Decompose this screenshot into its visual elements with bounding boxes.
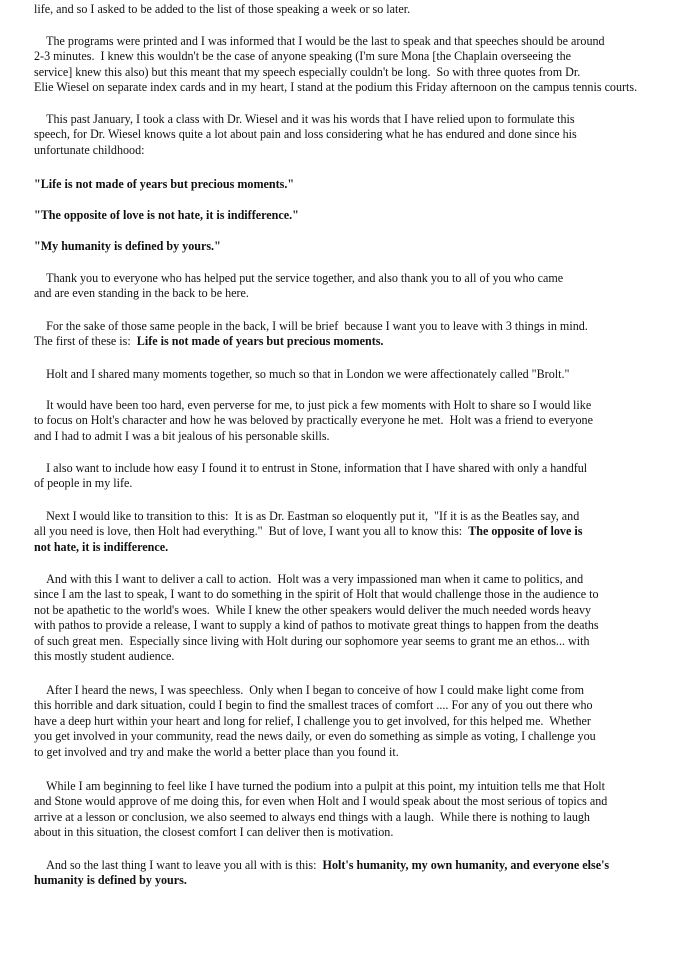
text-line <box>34 618 696 633</box>
text-segment: Next I would like to transition to this: It is as Dr. Eastman so eloquently put it, "If it is as the Beatles say, and <box>34 509 580 523</box>
text-line <box>34 239 696 254</box>
text-segment: and are even standing in the back to be here. <box>34 286 249 301</box>
bold-text: Life is not made of years but precious moments. <box>136 334 384 349</box>
text-line <box>34 208 696 223</box>
text-segment: For the sake of those same people in the back, I will be brief because I want you to leave with 3 things in mind. <box>34 319 588 333</box>
text-line <box>34 603 696 618</box>
text-segment: this horrible and dark situation, could I begin to find the smallest traces of comfort .... For any of you out there who <box>34 698 593 713</box>
text-line <box>34 572 696 587</box>
text-line <box>34 698 696 713</box>
text-line <box>34 271 696 286</box>
paragraph <box>34 2 696 17</box>
text-line <box>34 729 696 744</box>
text-segment: arrive at a lesson or conclusion, we also seemed to always end things with a laugh. While there is nothing to laugh <box>34 809 590 824</box>
text-segment: I also want to include how easy I found it to entrust in Stone, information that I have shared with only a handful <box>34 461 588 475</box>
text-line <box>34 2 696 17</box>
text-segment: The first of these is: <box>34 334 137 349</box>
text-segment: service] knew this also) but this meant that my speech especially couldn't be long. So with three quotes from Dr. <box>34 64 581 79</box>
text-segment: since I am the last to speak, I want to do something in the spirit of Holt that would challenge those in the audience to <box>34 587 599 602</box>
text-line <box>34 398 696 413</box>
text-segment: Elie Wiesel on separate index cards and in my heart, I stand at the podium this Friday afternoon on the campus tennis courts. <box>34 80 638 95</box>
text-segment: Holt and I shared many moments together, so much so that in London we were affectionately called "Brolt." <box>34 367 570 381</box>
paragraph <box>34 461 696 492</box>
text-line <box>34 794 696 809</box>
text-line <box>34 65 696 80</box>
text-segment: all you need is love, then Holt had everything." But of love, I want you all to know this: <box>34 524 469 539</box>
text-line <box>34 49 696 64</box>
paragraph <box>34 177 696 192</box>
text-line <box>34 476 696 491</box>
text-line <box>34 587 696 602</box>
text-segment: with pathos to provide a release, I want to supply a kind of pathos to motivate great things to happen from the deaths <box>34 618 599 633</box>
text-line <box>34 80 696 95</box>
text-line <box>34 334 696 349</box>
paragraph <box>34 858 696 889</box>
text-segment: life, and so I asked to be added to the list of those speaking a week or so later. <box>34 2 411 16</box>
paragraph <box>34 509 696 555</box>
text-segment: And so the last thing I want to leave you all with is this: <box>34 858 323 872</box>
text-segment: you get involved in your community, read the news daily, or even do something as simple as voting, I challenge you <box>34 729 596 744</box>
text-segment: not be apathetic to the world's woes. While I knew the other speakers would deliver the much needed words heavy <box>34 602 592 617</box>
paragraph <box>34 779 696 841</box>
text-line <box>34 429 696 444</box>
text-segment: This past January, I took a class with Dr. Wiesel and it was his words that I have relied upon to formulate this <box>34 112 575 126</box>
text-line <box>34 143 696 158</box>
text-segment: and Stone would approve of me doing this, for even when Holt and I would speak about the most serious of topics and <box>34 794 608 809</box>
bold-text: "The opposite of love is not hate, it is indifference." <box>34 208 299 222</box>
text-segment: The programs were printed and I was informed that I would be the last to speak and that speeches should be around <box>34 34 605 48</box>
text-line <box>34 649 696 664</box>
text-line <box>34 177 696 192</box>
text-line <box>34 127 696 142</box>
text-line <box>34 858 696 873</box>
text-segment: this mostly student audience. <box>34 648 175 663</box>
text-segment: and I had to admit I was a bit jealous of his personable skills. <box>34 428 330 443</box>
text-segment: And with this I want to deliver a call to action. Holt was a very impassioned man when it came to politics, and <box>34 572 584 586</box>
text-line <box>34 319 696 334</box>
text-line <box>34 779 696 794</box>
text-segment: While I am beginning to feel like I have turned the podium into a pulpit at this point, my intuition tells me that Holt <box>34 779 605 793</box>
paragraph <box>34 319 696 350</box>
text-line <box>34 34 696 49</box>
text-segment: to get involved and try and make the world a better place than you found it. <box>34 744 399 759</box>
text-line <box>34 540 696 555</box>
paragraph <box>34 239 696 254</box>
text-line <box>34 286 696 301</box>
paragraph <box>34 367 696 382</box>
text-line <box>34 461 696 476</box>
paragraph <box>34 271 696 302</box>
text-line <box>34 745 696 760</box>
text-segment: After I heard the news, I was speechless. Only when I began to conceive of how I could make light come from <box>34 683 585 697</box>
text-line <box>34 524 696 539</box>
text-segment: 2-3 minutes. I knew this wouldn't be the case of anyone speaking (I'm sure Mona [the Chaplain overseeing the <box>34 49 572 64</box>
paragraph <box>34 572 696 664</box>
text-line <box>34 112 696 127</box>
paragraph <box>34 34 696 96</box>
paragraph <box>34 398 696 444</box>
text-line <box>34 825 696 840</box>
bold-text: The opposite of love is <box>468 524 583 539</box>
text-line <box>34 873 696 888</box>
text-segment: Thank you to everyone who has helped put the service together, and also thank you to all of you who came <box>34 271 564 285</box>
bold-text: Holt's humanity, my own humanity, and everyone else's <box>322 858 610 872</box>
bold-text: "Life is not made of years but precious moments." <box>34 177 295 191</box>
text-line <box>34 714 696 729</box>
paragraph <box>34 208 696 223</box>
text-segment: speech, for Dr. Wiesel knows quite a lot about pain and loss considering what he has endured and done since his <box>34 127 577 142</box>
text-line <box>34 683 696 698</box>
text-line <box>34 810 696 825</box>
text-segment: of such great men. Especially since living with Holt during our sophomore year seems to grant me an ethos... with <box>34 633 590 648</box>
text-line <box>34 634 696 649</box>
bold-text: not hate, it is indifference. <box>34 539 169 554</box>
paragraph <box>34 112 696 158</box>
bold-text: "My humanity is defined by yours." <box>34 239 221 253</box>
bold-text: humanity is defined by yours. <box>34 873 187 888</box>
text-line <box>34 367 696 382</box>
text-segment: It would have been too hard, even perverse for me, to just pick a few moments with Holt to share so I would like <box>34 398 592 412</box>
text-line <box>34 413 696 428</box>
paragraph <box>34 683 696 760</box>
text-segment: of people in my life. <box>34 476 133 491</box>
text-line <box>34 509 696 524</box>
text-segment: unfortunate childhood: <box>34 142 145 157</box>
text-segment: to focus on Holt's character and how he was beloved by practically everyone he met. Holt was a friend to everyone <box>34 413 593 428</box>
text-segment: about in this situation, the closest comfort I can deliver then is motivation. <box>34 825 394 840</box>
text-segment: have a deep hurt within your heart and long for relief, I challenge you to get involved, for this helped me. Whether <box>34 713 591 728</box>
